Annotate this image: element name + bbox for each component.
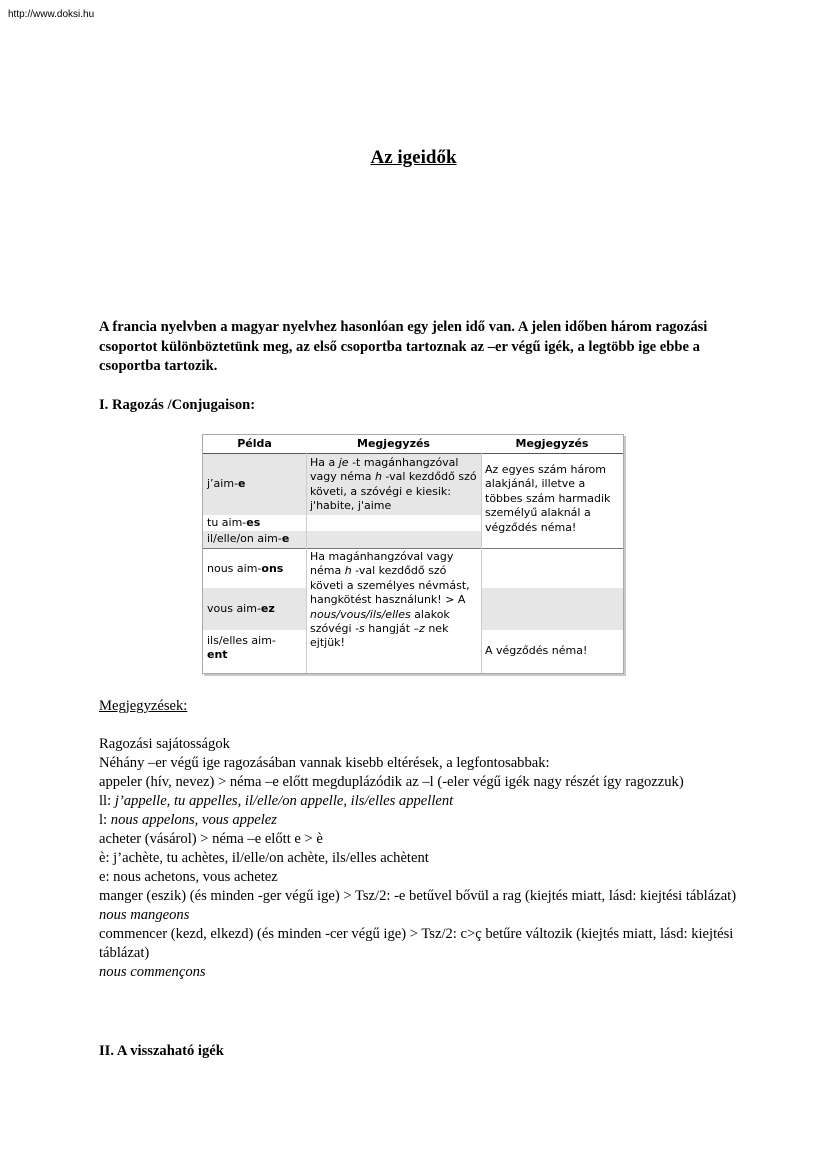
verb-stem: il/elle/on aim- bbox=[207, 532, 282, 546]
table-group-divider bbox=[203, 548, 623, 549]
verb-ending: es bbox=[246, 515, 261, 529]
note-elision: Ha a je -t magánhangzóval vagy néma h -val kezdődő szó követi, a szóvégi e kiesik: j'habite, j'aime bbox=[306, 454, 481, 515]
notes-line: Ragozási sajátosságok bbox=[99, 736, 230, 752]
table-row bbox=[203, 588, 306, 630]
table-header-example: Példa bbox=[237, 437, 272, 450]
note-silent-ending: A végződés néma! bbox=[485, 643, 588, 657]
table-row bbox=[203, 454, 306, 515]
page-title: Az igeidők bbox=[370, 147, 457, 168]
verb-stem: j’aim- bbox=[207, 477, 239, 491]
note-empty bbox=[481, 588, 623, 630]
notes-section bbox=[99, 697, 739, 982]
verb-ending: ez bbox=[260, 601, 275, 615]
verb-ending: ent bbox=[207, 648, 228, 662]
table-row bbox=[203, 634, 306, 670]
conjugation-table bbox=[202, 434, 624, 674]
notes-line: acheter (vásárol) > néma –e előtt e > è bbox=[99, 831, 323, 847]
notes-line: nous commençons bbox=[99, 964, 206, 980]
intro-paragraph: A francia nyelvben a magyar nyelvhez hasonlóan egy jelen idő van. A jelen időben három ragozási csoportot különböztetünk meg, az első csoportba tartoznak az –er végű igék, a legtöbb ige ebbe a csoportba tartozik. bbox=[99, 319, 708, 374]
note-silent-endings: Az egyes szám három alakjánál, illetve a többes szám harmadik személyű alaknál a végződés néma! bbox=[485, 463, 611, 534]
notes-line: e: nous achetons, vous achetez bbox=[99, 869, 278, 885]
table-header-note: Megjegyzés bbox=[357, 437, 430, 450]
table-row bbox=[203, 550, 306, 588]
notes-line: è: j’achète, tu achètes, il/elle/on achète, ils/elles achètent bbox=[99, 850, 429, 866]
table-row bbox=[203, 515, 306, 531]
note-liaison: Ha magánhangzóval vagy néma h -val kezdődő szó követi a személyes névmást, hangkötést használunk! > A nous/vous/ils/elles alakok szóvégi -s hangját –z nek ejtjük! bbox=[310, 550, 470, 650]
notes-line: nous mangeons bbox=[99, 907, 190, 923]
notes-line: manger (eszik) (és minden -ger végű ige) > Tsz/2: -e betűvel bővül a rag (kiejtés miatt, lásd: kiejtési táblázat) bbox=[99, 888, 737, 904]
source-url[interactable]: http://www.doksi.hu bbox=[8, 9, 95, 20]
verb-stem: ils/elles aim- bbox=[207, 634, 276, 647]
table-header-note-2: Megjegyzés bbox=[515, 437, 589, 450]
verb-stem: vous aim- bbox=[207, 601, 261, 615]
verb-ending: e bbox=[281, 532, 290, 546]
notes-heading: Megjegyzések: bbox=[99, 698, 188, 714]
verb-ending: ons bbox=[261, 561, 284, 575]
verb-stem: tu aim- bbox=[207, 515, 247, 529]
column-divider bbox=[481, 453, 482, 673]
verb-stem: nous aim- bbox=[207, 561, 262, 575]
notes-line: commencer (kezd, elkezd) (és minden -cer végű ige) > Tsz/2: c>ç betűre változik (kiejtés miatt, lásd: kiejtési táblázat) bbox=[99, 926, 734, 961]
column-divider bbox=[306, 453, 307, 673]
section-heading-conjugation: I. Ragozás /Conjugaison: bbox=[99, 397, 256, 413]
notes-line: ll: j’appelle, tu appelles, il/elle/on appelle, ils/elles appellent bbox=[99, 793, 454, 809]
verb-ending: e bbox=[238, 477, 246, 491]
notes-line: Néhány –er végű ige ragozásában vannak kisebb eltérések, a legfontosabbak: bbox=[99, 755, 550, 771]
notes-line: appeler (hív, nevez) > néma –e előtt megduplázódik az –l (-eler végű igék nagy részét így ragozzuk) bbox=[99, 774, 684, 790]
notes-line: l: nous appelons, vous appelez bbox=[99, 812, 277, 828]
section-heading-reflexive: II. A visszaható igék bbox=[99, 1043, 224, 1059]
table-row bbox=[203, 531, 481, 548]
